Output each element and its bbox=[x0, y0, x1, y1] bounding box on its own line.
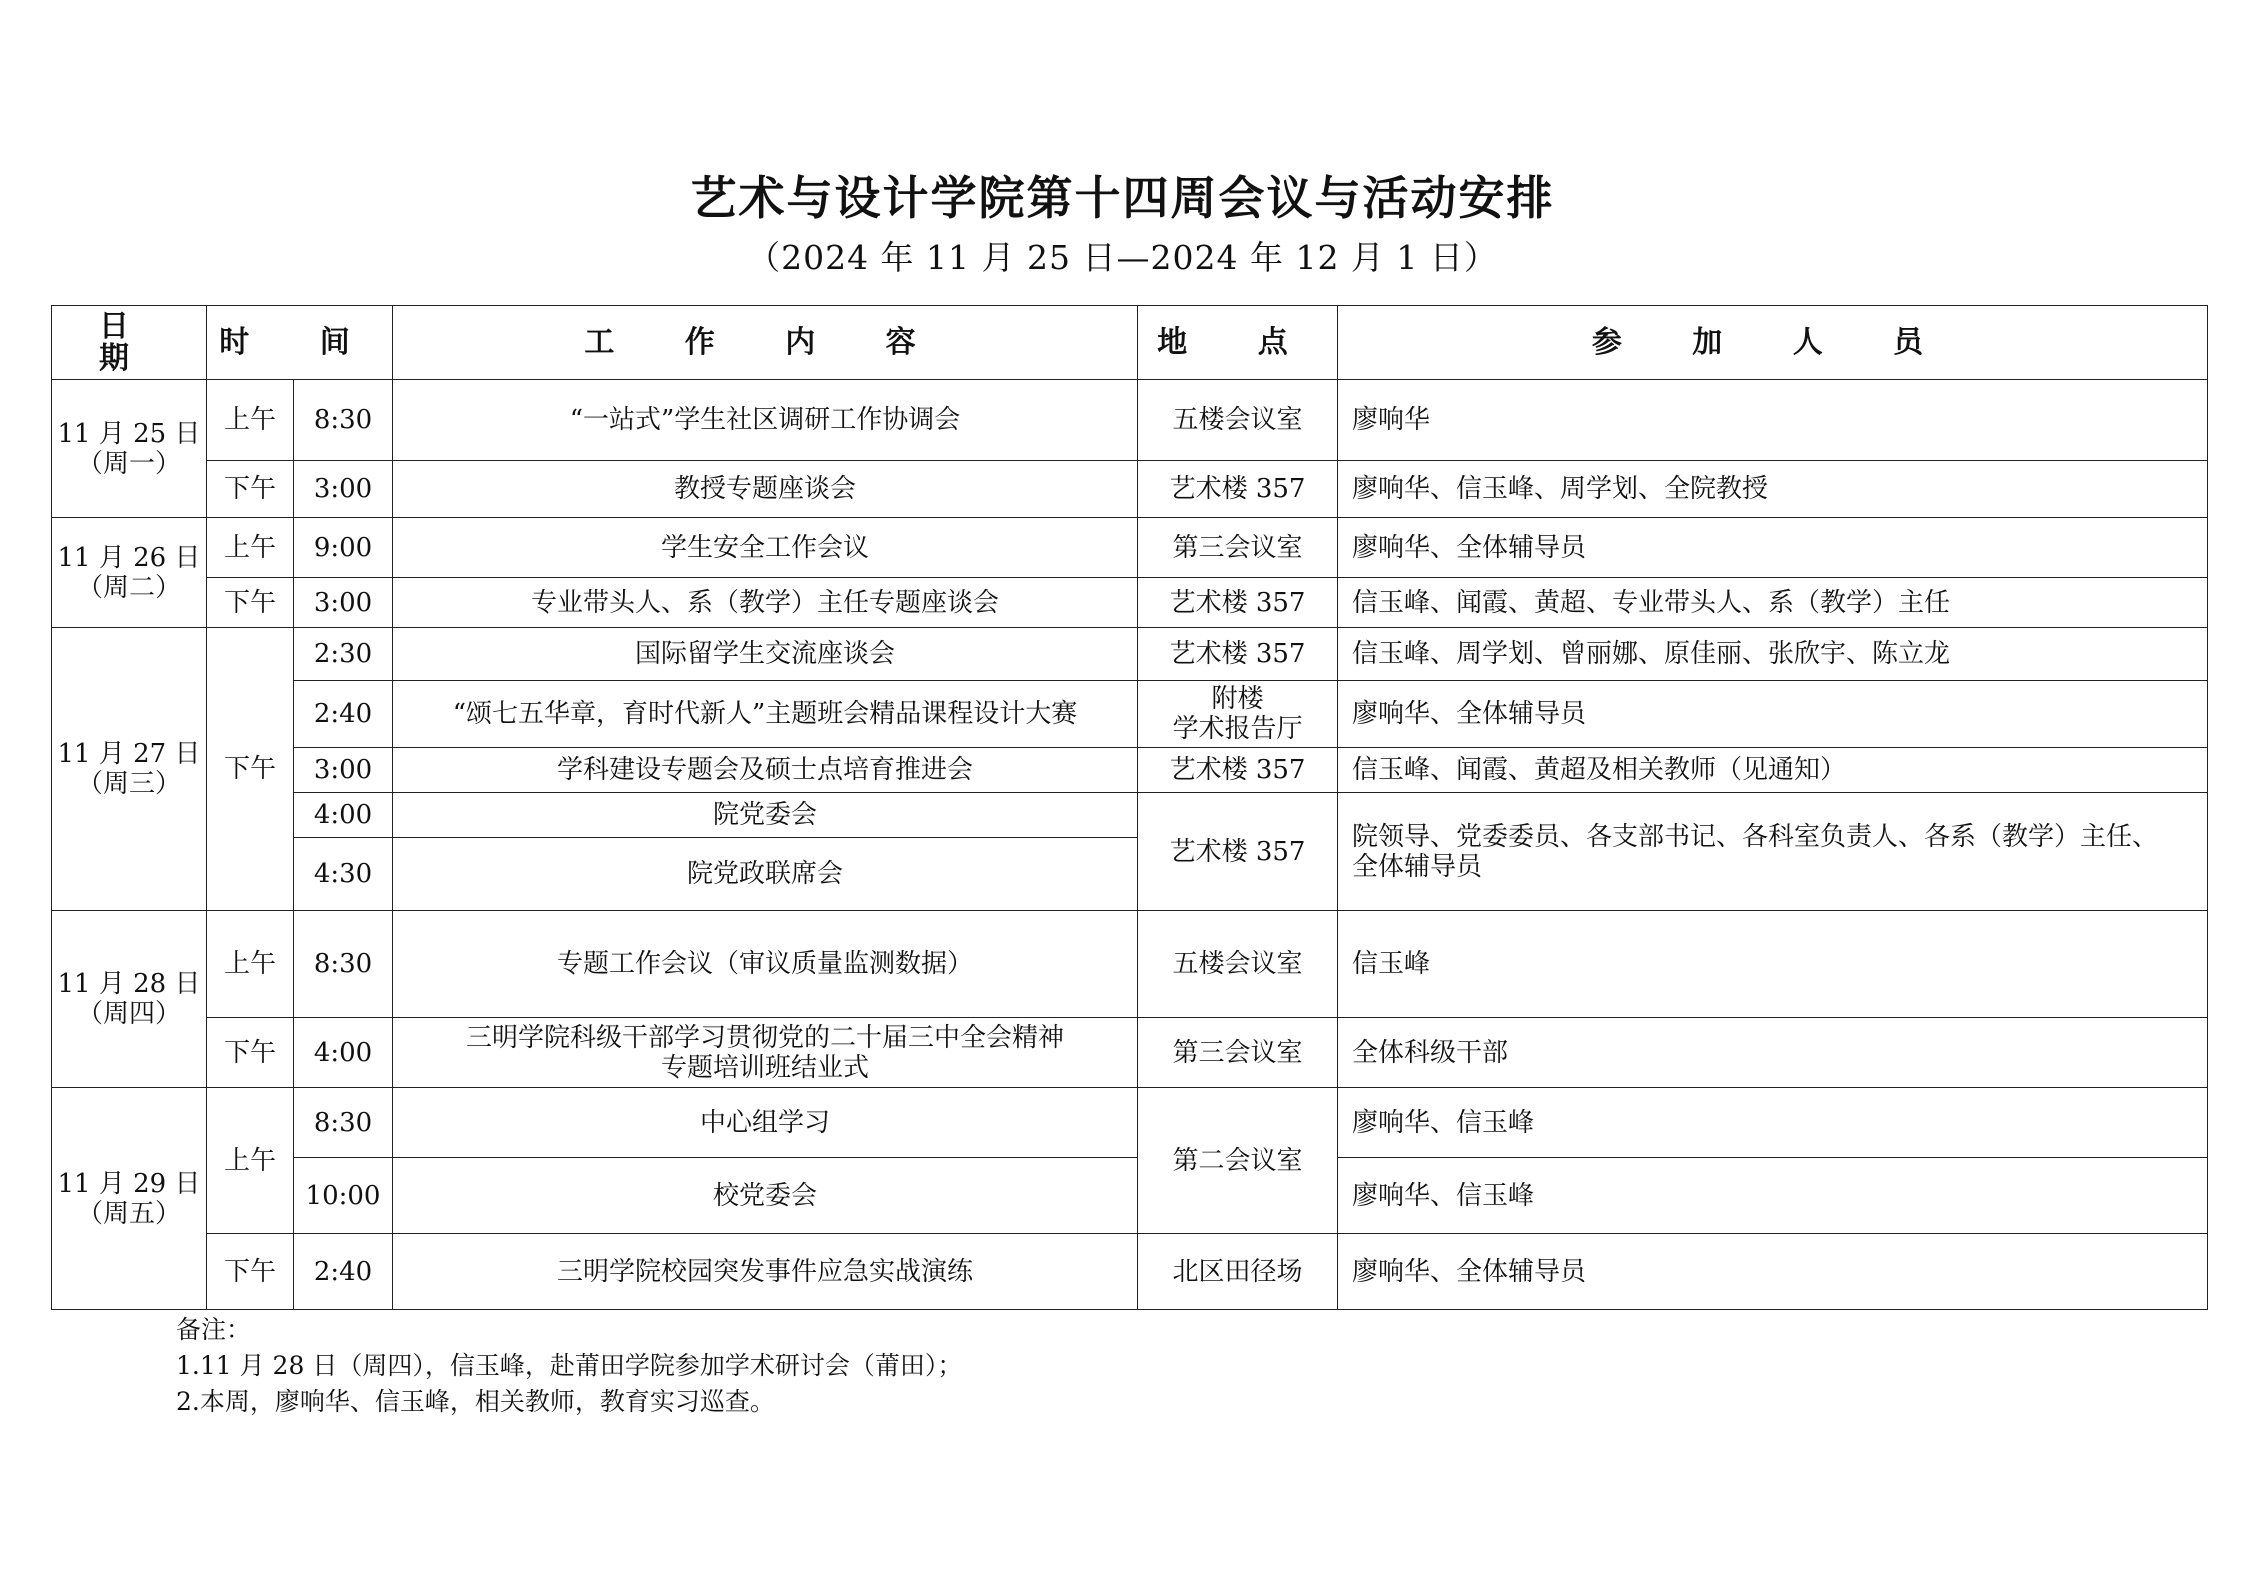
period-cell: 上午 bbox=[207, 911, 294, 1018]
content-cell: 国际留学生交流座谈会 bbox=[393, 628, 1138, 681]
table-row bbox=[52, 578, 2208, 628]
place-cell: 艺术楼 357 bbox=[1138, 748, 1338, 793]
content-cell: 三明学院科级干部学习贯彻党的二十届三中全会精神 专题培训班结业式 bbox=[393, 1018, 1138, 1088]
period-cell: 下午 bbox=[207, 1018, 294, 1088]
content-cell: 院党政联席会 bbox=[393, 838, 1138, 911]
people-cell: 全体科级干部 bbox=[1338, 1018, 2208, 1088]
content-cell: 院党委会 bbox=[393, 793, 1138, 838]
note-item: 2.本周，廖响华、信玉峰，相关教师，教育实习巡查。 bbox=[176, 1387, 775, 1416]
people-cell: 廖响华 bbox=[1338, 380, 2208, 461]
notes-label: 备注： bbox=[176, 1315, 252, 1344]
time-cell: 2:40 bbox=[294, 1234, 393, 1310]
header-row bbox=[52, 306, 2208, 380]
content-cell: “一站式”学生社区调研工作协调会 bbox=[393, 380, 1138, 461]
header-date: 日 期 bbox=[52, 306, 207, 380]
people-cell: 廖响华、全体辅导员 bbox=[1338, 681, 2208, 748]
table-row bbox=[52, 793, 2208, 838]
table-row bbox=[52, 681, 2208, 748]
content-cell: 专业带头人、系（教学）主任专题座谈会 bbox=[393, 578, 1138, 628]
date-cell: 11 月 29 日 （周五） bbox=[52, 1088, 207, 1310]
place-cell: 附楼 学术报告厅 bbox=[1138, 681, 1338, 748]
content-cell: “颂七五华章，育时代新人”主题班会精品课程设计大赛 bbox=[393, 681, 1138, 748]
content-cell: 校党委会 bbox=[393, 1158, 1138, 1234]
place-cell: 艺术楼 357 bbox=[1138, 628, 1338, 681]
table-row bbox=[52, 380, 2208, 461]
header-place: 地 点 bbox=[1138, 306, 1338, 380]
time-cell: 8:30 bbox=[294, 380, 393, 461]
table-row bbox=[52, 1088, 2208, 1158]
content-cell: 三明学院校园突发事件应急实战演练 bbox=[393, 1234, 1138, 1310]
place-cell: 第三会议室 bbox=[1138, 1018, 1338, 1088]
time-cell: 4:00 bbox=[294, 1018, 393, 1088]
table-row bbox=[52, 1018, 2208, 1088]
place-cell: 五楼会议室 bbox=[1138, 380, 1338, 461]
time-cell: 3:00 bbox=[294, 578, 393, 628]
content-cell: 专题工作会议（审议质量监测数据） bbox=[393, 911, 1138, 1018]
people-cell: 廖响华、信玉峰、周学划、全院教授 bbox=[1338, 461, 2208, 518]
table-row bbox=[52, 518, 2208, 578]
period-cell: 下午 bbox=[207, 461, 294, 518]
period-cell: 下午 bbox=[207, 1234, 294, 1310]
place-cell: 艺术楼 357 bbox=[1138, 793, 1338, 911]
content-cell: 学生安全工作会议 bbox=[393, 518, 1138, 578]
people-cell: 院领导、党委委员、各支部书记、各科室负责人、各系（教学）主任、 全体辅导员 bbox=[1338, 793, 2208, 911]
time-cell: 2:40 bbox=[294, 681, 393, 748]
page-title: 艺术与设计学院第十四周会议与活动安排 bbox=[690, 171, 1555, 225]
header-time: 时 间 bbox=[207, 306, 393, 380]
page-subtitle: （2024 年 11 月 25 日—2024 年 12 月 1 日） bbox=[747, 238, 1498, 277]
period-cell: 下午 bbox=[207, 628, 294, 911]
people-cell: 廖响华、全体辅导员 bbox=[1338, 1234, 2208, 1310]
content-cell: 学科建设专题会及硕士点培育推进会 bbox=[393, 748, 1138, 793]
time-cell: 8:30 bbox=[294, 1088, 393, 1158]
table-row bbox=[52, 1234, 2208, 1310]
table-row bbox=[52, 911, 2208, 1018]
period-cell: 下午 bbox=[207, 578, 294, 628]
time-cell: 3:00 bbox=[294, 748, 393, 793]
content-cell: 教授专题座谈会 bbox=[393, 461, 1138, 518]
note-item: 1.11 月 28 日（周四），信玉峰，赴莆田学院参加学术研讨会（莆田）； bbox=[176, 1351, 963, 1380]
people-cell: 信玉峰、闻霞、黄超、专业带头人、系（教学）主任 bbox=[1338, 578, 2208, 628]
period-cell: 上午 bbox=[207, 1088, 294, 1234]
place-cell: 北区田径场 bbox=[1138, 1234, 1338, 1310]
header-content: 工 作 内 容 bbox=[393, 306, 1138, 380]
people-cell: 信玉峰 bbox=[1338, 911, 2208, 1018]
table-row bbox=[52, 748, 2208, 793]
place-cell: 艺术楼 357 bbox=[1138, 578, 1338, 628]
period-cell: 上午 bbox=[207, 518, 294, 578]
time-cell: 4:00 bbox=[294, 793, 393, 838]
date-cell: 11 月 27 日 （周三） bbox=[52, 628, 207, 911]
time-cell: 9:00 bbox=[294, 518, 393, 578]
time-cell: 8:30 bbox=[294, 911, 393, 1018]
notes bbox=[176, 1312, 962, 1420]
time-cell: 2:30 bbox=[294, 628, 393, 681]
table-row bbox=[52, 1158, 2208, 1234]
time-cell: 10:00 bbox=[294, 1158, 393, 1234]
date-cell: 11 月 25 日 （周一） bbox=[52, 380, 207, 518]
place-cell: 艺术楼 357 bbox=[1138, 461, 1338, 518]
people-cell: 廖响华、信玉峰 bbox=[1338, 1088, 2208, 1158]
place-cell: 五楼会议室 bbox=[1138, 911, 1338, 1018]
table-row bbox=[52, 628, 2208, 681]
table-row bbox=[52, 461, 2208, 518]
place-cell: 第二会议室 bbox=[1138, 1088, 1338, 1234]
people-cell: 信玉峰、周学划、曾丽娜、原佳丽、张欣宇、陈立龙 bbox=[1338, 628, 2208, 681]
place-cell: 第三会议室 bbox=[1138, 518, 1338, 578]
date-cell: 11 月 26 日 （周二） bbox=[52, 518, 207, 628]
schedule-table bbox=[51, 305, 2208, 1310]
period-cell: 上午 bbox=[207, 380, 294, 461]
people-cell: 廖响华、全体辅导员 bbox=[1338, 518, 2208, 578]
date-cell: 11 月 28 日 （周四） bbox=[52, 911, 207, 1088]
people-cell: 信玉峰、闻霞、黄超及相关教师（见通知） bbox=[1338, 748, 2208, 793]
people-cell: 廖响华、信玉峰 bbox=[1338, 1158, 2208, 1234]
time-cell: 3:00 bbox=[294, 461, 393, 518]
time-cell: 4:30 bbox=[294, 838, 393, 911]
content-cell: 中心组学习 bbox=[393, 1088, 1138, 1158]
header-people: 参 加 人 员 bbox=[1338, 306, 2208, 380]
